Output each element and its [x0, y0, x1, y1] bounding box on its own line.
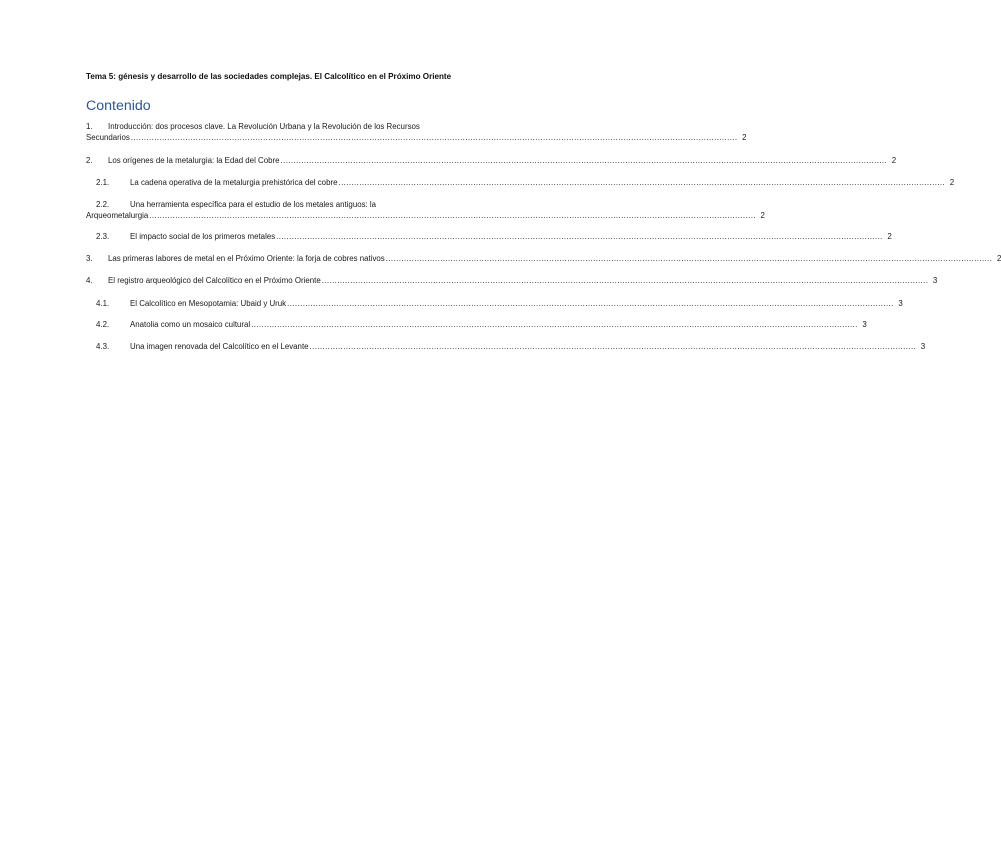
- toc-entry-page: 2: [760, 210, 765, 220]
- toc-entry-number: 4.2.: [96, 320, 110, 329]
- toc-entry-number: 2.: [86, 155, 93, 165]
- toc-entry-number: 2.3.: [96, 232, 110, 241]
- toc-heading: Contenido: [86, 98, 151, 114]
- toc-leader-dots: [276, 231, 883, 242]
- toc-entry-page: 3: [920, 341, 926, 351]
- toc-leader-dots: [149, 210, 756, 221]
- toc-entry-number: 4.: [86, 276, 93, 285]
- toc-entry-2[interactable]: [86, 155, 897, 166]
- toc-entry-text: Los orígenes de la metalurgia: la Edad del Cobre: [108, 155, 280, 165]
- toc-leader-dots: [131, 132, 738, 143]
- toc-entry-4[interactable]: [86, 275, 938, 286]
- toc-entry-number: 4.3.: [96, 341, 110, 351]
- toc-entry-page: 3: [898, 298, 903, 308]
- toc-entry-text: Una imagen renovada del Calcolítico en el Levante: [130, 341, 309, 351]
- toc-entry-number: 3.: [86, 253, 93, 263]
- toc-leader-dots: [386, 253, 993, 264]
- toc-entry-page: 2: [891, 155, 897, 165]
- toc-entry-3[interactable]: [86, 253, 1001, 264]
- toc-entry-text: Anatolia como un mosaico cultural: [130, 320, 251, 329]
- toc-leader-dots: [338, 177, 945, 188]
- toc-entry-text: Las primeras labores de metal en el Próximo Oriente: la forja de cobres nativos: [108, 253, 385, 263]
- toc-entry-text-continued: Secundarios: [86, 133, 130, 142]
- toc-leader-dots: [287, 298, 894, 309]
- toc-entry-4-3[interactable]: [86, 341, 926, 352]
- toc-leader-dots: [281, 155, 888, 166]
- toc-entry-text: El impacto social de los primeros metales: [130, 232, 276, 241]
- document-title: Tema 5: génesis y desarrollo de las sociedades complejas. El Calcolítico en el Próximo Oriente: [86, 72, 452, 81]
- toc-entry-text: El Calcolítico en Mesopotamia: Ubaid y Uruk: [130, 298, 287, 308]
- toc-entry-text-continued: Arqueometalurgia: [86, 210, 149, 220]
- toc-entry-number: 1.: [86, 122, 93, 131]
- toc-entry-page: 2: [742, 133, 747, 142]
- toc-entry-4-2[interactable]: [86, 319, 867, 330]
- toc-entry-page: 2: [887, 232, 892, 241]
- toc-entry-text: El registro arqueológico del Calcolítico en el Próximo Oriente: [108, 276, 321, 285]
- toc-entry-number: 4.1.: [96, 298, 110, 308]
- toc-entry-page: 2: [996, 253, 1001, 263]
- toc-entry-page: 3: [862, 320, 867, 329]
- toc-leader-dots: [251, 319, 858, 330]
- toc-entry-page: 3: [932, 276, 938, 285]
- toc-entry-2-1[interactable]: [86, 177, 955, 188]
- toc-entry-2-3[interactable]: [86, 231, 892, 242]
- toc-entry-number: 2.1.: [96, 178, 110, 187]
- toc-entry-4-1[interactable]: [86, 298, 903, 309]
- toc-leader-dots: [310, 341, 917, 352]
- toc-leader-dots: [322, 275, 929, 286]
- toc-entry-text: Introducción: dos procesos clave. La Revolución Urbana y la Revolución de los Recursos: [108, 122, 420, 131]
- toc-entry-page: 2: [949, 178, 955, 187]
- table-of-contents: [86, 121, 1001, 362]
- toc-entry-2-2[interactable]: [86, 199, 765, 221]
- toc-entry-1[interactable]: [86, 121, 747, 143]
- toc-entry-text: La cadena operativa de la metalurgia prehistórica del cobre: [130, 178, 338, 187]
- toc-entry-number: 2.2.: [96, 199, 110, 209]
- toc-entry-text: Una herramienta específica para el estudio de los metales antiguos: la: [130, 199, 377, 209]
